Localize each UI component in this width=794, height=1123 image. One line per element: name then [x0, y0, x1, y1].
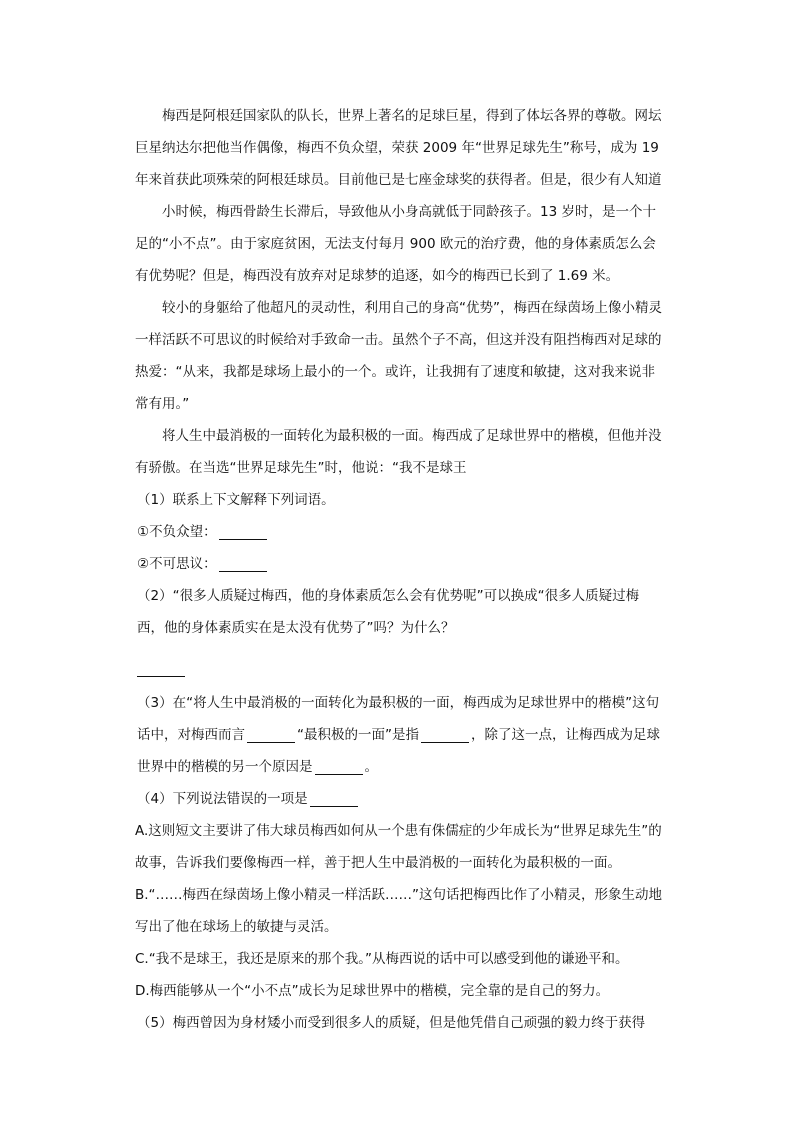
question-4 [135, 783, 665, 815]
option-b: B.“……梅西在绿茵场上像小精灵一样活跃……”这句话把梅西比作了小精灵，形象生动地写出了他在球场上的敏捷与灵活。 [135, 887, 663, 935]
passage-paragraph-4: 将人生中最消极的一面转化为最积极的一面。梅西成了足球世界中的楷模，但他并没有骄傲。在当选“世界足球先生”时，他说：“我不是球王 [135, 428, 662, 476]
question-5: （5）梅西曾因为身材矮小而受到很多人的质疑，但是他凭借自己顽强的毅力终于获得 [137, 1015, 646, 1031]
answer-blank-1b[interactable] [219, 553, 267, 572]
option-c: C.“我不是球王，我还是原来的那个我。”从梅西说的话中可以感受到他的谦逊平和。 [135, 951, 629, 967]
passage-paragraph-3: 较小的身躯给了他超凡的灵动性，利用自己的身高“优势”，梅西在绿茵场上像小精灵一样活跃不可思议的时候给对手致命一击。虽然个子不高，但这并没有阻挡梅西对足球的热爱：“从来，我都是球场上最小的一个。或许，让我拥有了速度和敏捷，这对我来说非常有用。” [135, 300, 662, 412]
answer-blank-3c[interactable] [315, 756, 363, 775]
question-4-text: （4）下列说法错误的一项是 [137, 791, 308, 807]
answer-blank-3b[interactable] [421, 724, 469, 743]
question-3-text-a: （3）在“将人生中最消极的一面转化为最积极的一面，梅西成为足球世界中的楷模”这句话中，对梅西而言 [137, 695, 660, 743]
question-3 [135, 687, 665, 783]
question-3-text-d: 。 [364, 759, 378, 775]
question-2: （2）“很多人质疑过梅西，他的身体素质怎么会有优势呢”可以换成“很多人质疑过梅西，他的身体素质实在是太没有优势了”吗？为什么？ [137, 588, 640, 636]
answer-blank-2[interactable] [137, 662, 185, 677]
question-1a-label: ①不负众望： [137, 524, 217, 540]
option-d: D.梅西能够从一个“小不点”成长为足球世界中的楷模，完全靠的是自己的努力。 [135, 983, 610, 999]
option-a: A.这则短文主要讲了伟大球员梅西如何从一个患有侏儒症的少年成长为“世界足球先生”的故事，告诉我们要像梅西一样，善于把人生中最消极的一面转化为最积极的一面。 [135, 823, 662, 871]
question-1b-label: ②不可思议： [137, 556, 217, 572]
question-3-text-b: “最积极的一面”是指 [297, 727, 419, 743]
question-1: （1）联系上下文解释下列词语。 [137, 492, 335, 508]
answer-blank-3a[interactable] [247, 724, 295, 743]
answer-blank-1a[interactable] [219, 521, 267, 540]
question-1b [135, 548, 665, 580]
passage-paragraph-2: 小时候，梅西骨龄生长滞后，导致他从小身高就低于同龄孩子。13 岁时，是一个十足的“小不点”。由于家庭贫困，无法支付每月 900 欧元的治疗费，他的身体素质怎么会有优势呢？但是，梅西没有放弃对足球梦的追逐，如今的梅西已长到了 1.69 米。 [135, 204, 656, 284]
answer-blank-4[interactable] [310, 788, 358, 807]
document-page [135, 100, 665, 1039]
passage-paragraph-1: 梅西是阿根廷国家队的队长，世界上著名的足球巨星，得到了体坛各界的尊敬。网坛巨星纳达尔把他当作偶像，梅西不负众望，荣获 2009 年“世界足球先生”称号，成为 19 年来首获此项殊荣的阿根廷球员。目前他已是七座金球奖的获得者。但是，很少有人知道 [135, 108, 662, 188]
question-3-text-c: ，除了这一点，让梅西成为足球世界中的楷模的另一个原因是 [137, 727, 660, 775]
question-1a [135, 516, 665, 548]
